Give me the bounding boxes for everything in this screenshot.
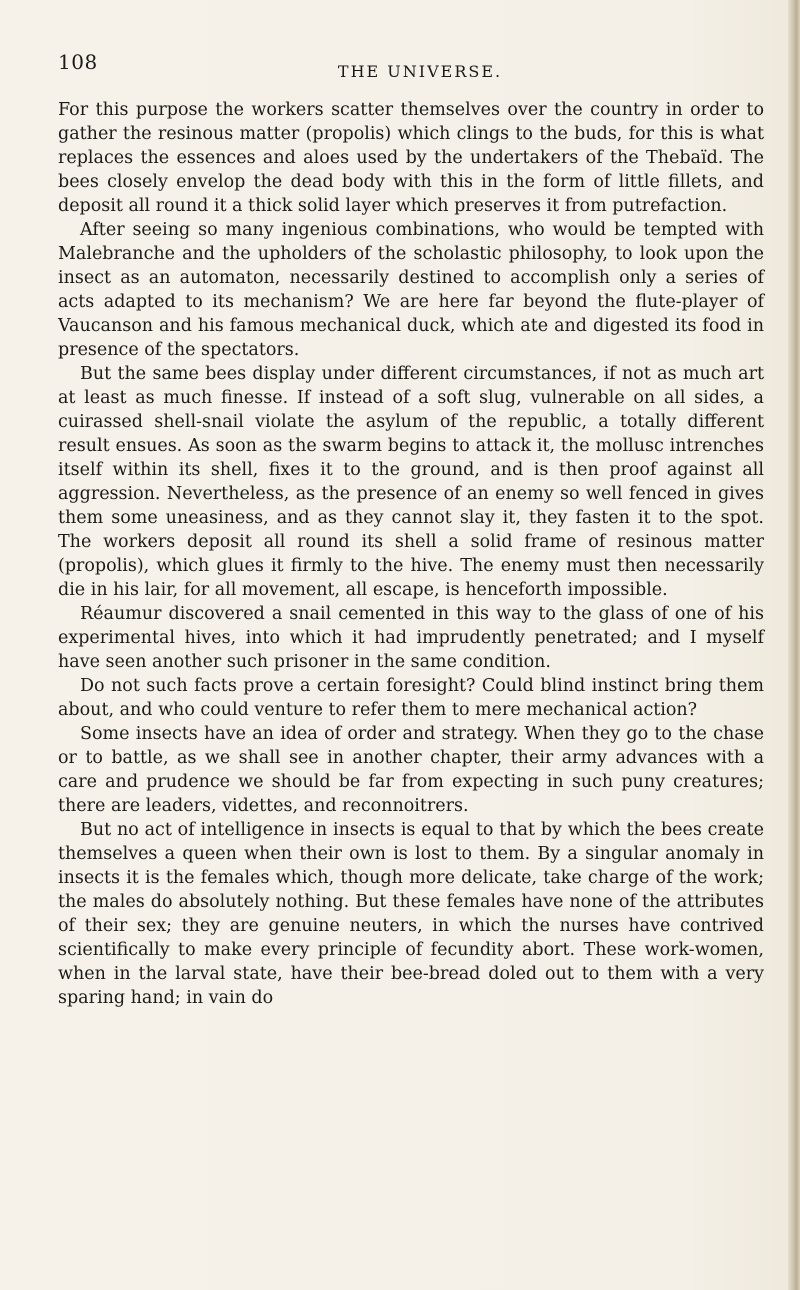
paragraph: Réaumur discovered a snail cemented in this way to the glass of one of his experimental hives, into which it had imprudently penetrated; and I myself have seen another such prisoner in the same condition. — [58, 604, 764, 672]
paragraph: For this purpose the workers scatter themselves over the country in order to gather the resinous matter (propolis) which clings to the buds, for this is what replaces the essences and aloes used by the undertakers of the Thebaïd. The bees closely envelop the dead body with this in the form of little fillets, and deposit all round it a thick solid layer which preserves it from putrefaction. — [58, 100, 764, 216]
paragraph: Some insects have an idea of order and strategy. When they go to the chase or to battle, as we shall see in another chapter, their army advances with a care and prudence we should be far from expecting in such puny creatures; there are leaders, videttes, and reconnoitrers. — [58, 724, 764, 816]
page-number: 108 — [58, 50, 98, 74]
paragraph: But no act of intelligence in insects is equal to that by which the bees create themselves a queen when their own is lost to them. By a singular anomaly in insects it is the females which, though more delicate, take charge of the work; the males do absolutely nothing. But these females have none of the attributes of their sex; they are genuine neuters, in which the nurses have contrived scientifically to make every principle of fecundity abort. These work-women, when in the larval state, have their bee-bread doled out to them with a very sparing hand; in vain do — [58, 820, 764, 1008]
paragraph: But the same bees display under different circumstances, if not as much art at least as much finesse. If instead of a soft slug, vulnerable on all sides, a cuirassed shell-snail violate the asylum of the republic, a totally different result ensues. As soon as the swarm begins to attack it, the mollusc intrenches itself within its shell, fixes it to the ground, and is then proof against all aggression. Nevertheless, as the presence of an enemy so well fenced in gives them some uneasiness, and as they cannot slay it, they fasten it to the spot. The workers deposit all round its shell a solid frame of resinous matter (propolis), which glues it firmly to the hive. The enemy must then necessarily die in his lair, for all movement, all escape, is henceforth impossible. — [58, 364, 764, 600]
body-text — [58, 98, 764, 1010]
running-head: THE UNIVERSE. — [337, 62, 503, 81]
paragraph: Do not such facts prove a certain foresight? Could blind instinct bring them about, and who could venture to refer them to mere mechanical action? — [58, 676, 764, 720]
page-edge — [788, 0, 800, 1290]
paragraph: After seeing so many ingenious combinations, who would be tempted with Malebranche and the upholders of the scholastic philosophy, to look upon the insect as an automaton, necessarily destined to accomplish only a series of acts adapted to its mechanism? We are here far beyond the flute-player of Vaucanson and his famous mechanical duck, which ate and digested its food in presence of the spectators. — [58, 220, 764, 360]
